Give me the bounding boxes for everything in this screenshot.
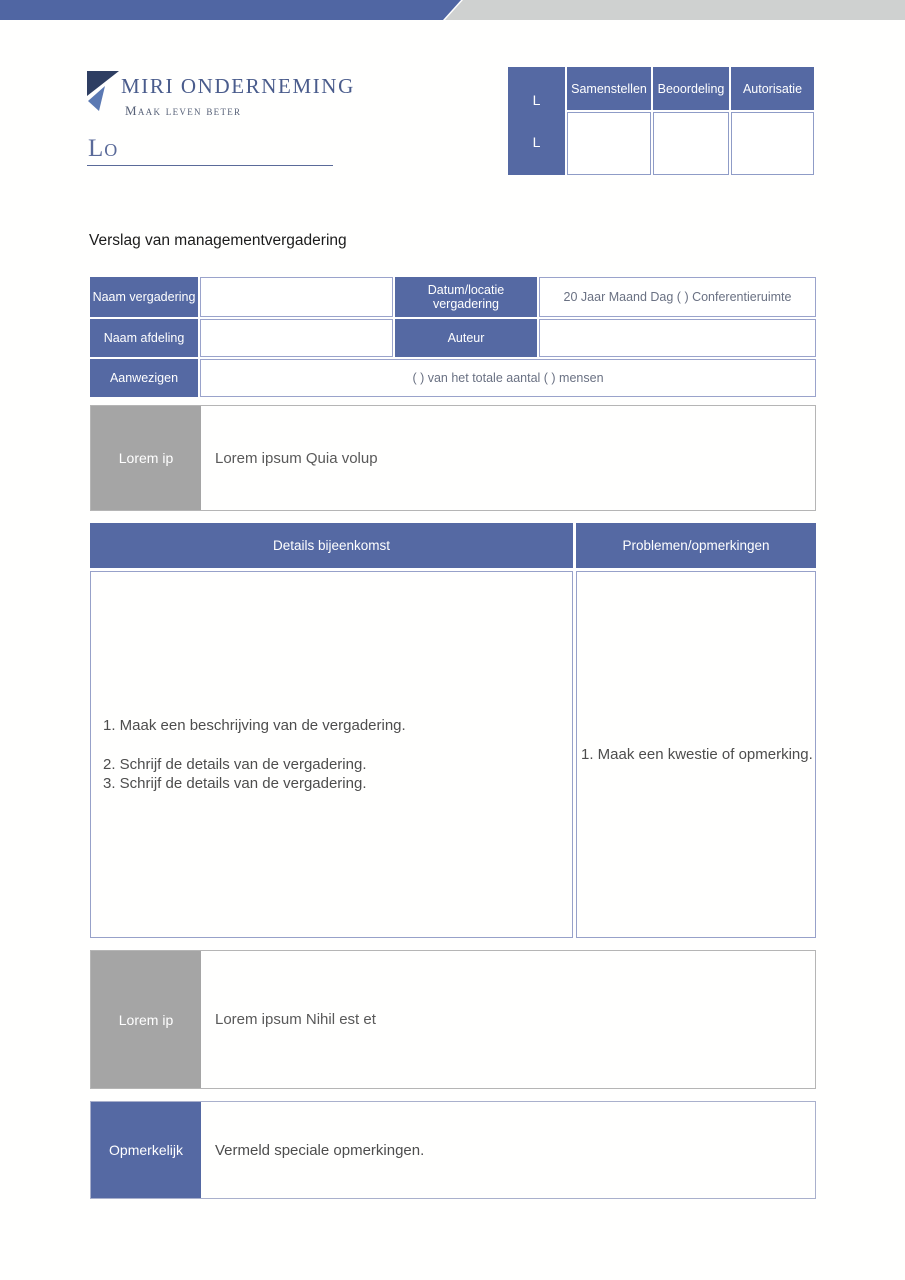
meta-field-naam-afdeling[interactable] <box>200 319 393 357</box>
meta-label-auteur: Auteur <box>395 319 537 357</box>
approval-signature-cell-samenstellen[interactable] <box>567 112 651 175</box>
details-line-blank <box>103 735 572 755</box>
approval-header-autorisatie: Autorisatie <box>731 67 814 110</box>
meta-field-auteur[interactable] <box>539 319 816 357</box>
summary-top-content[interactable]: Lorem ipsum Quia volup <box>201 406 815 510</box>
approval-signature-cell-beoordeling[interactable] <box>653 112 729 175</box>
approval-table <box>508 67 814 175</box>
summary-bottom-label: Lorem ip <box>91 951 201 1088</box>
details-line-1: 1. Maak een beschrijving van de vergadering. <box>103 716 406 734</box>
approval-row-label-line2: L <box>532 134 541 150</box>
meta-label-naam-afdeling: Naam afdeling <box>90 319 198 357</box>
problems-header: Problemen/opmerkingen <box>576 523 816 568</box>
summary-top-block <box>90 405 816 511</box>
document-code-underline <box>87 165 333 166</box>
details-body-cell[interactable] <box>90 571 573 938</box>
meta-label-naam-vergadering: Naam vergadering <box>90 277 198 317</box>
approval-header-beoordeling: Beoordeling <box>653 67 729 110</box>
top-accent-bar <box>0 0 905 20</box>
meta-field-datum-locatie[interactable]: 20 Jaar Maand Dag ( ) Conferentieruimte <box>539 277 816 317</box>
summary-top-label: Lorem ip <box>91 406 201 510</box>
problems-body-cell[interactable] <box>576 571 816 938</box>
meta-field-aanwezigen[interactable]: ( ) van het totale aantal ( ) mensen <box>200 359 816 397</box>
details-line-2: 2. Schrijf de details van de vergadering. <box>103 755 367 773</box>
details-line-3: 3. Schrijf de details van de vergadering. <box>103 775 367 792</box>
problems-line-1: 1. Maak een kwestie of opmerking. <box>581 745 813 763</box>
remarks-label: Opmerkelijk <box>91 1102 201 1198</box>
summary-bottom-block <box>90 950 816 1089</box>
remarks-content[interactable]: Vermeld speciale opmerkingen. <box>201 1102 815 1198</box>
page-title: Verslag van managementvergadering <box>89 232 347 249</box>
remarks-block <box>90 1101 816 1199</box>
approval-row-label <box>508 67 565 175</box>
meta-label-datum-locatie: Datum/locatie vergadering <box>395 277 537 317</box>
meta-label-aanwezigen: Aanwezigen <box>90 359 198 397</box>
approval-row-label-line1: L <box>532 92 541 108</box>
company-logo-flag-icon <box>86 70 120 118</box>
approval-header-samenstellen: Samenstellen <box>567 67 651 110</box>
meeting-meta-table <box>90 277 816 397</box>
meeting-details-table <box>90 523 816 938</box>
summary-bottom-content[interactable]: Lorem ipsum Nihil est et <box>201 951 815 1088</box>
details-header: Details bijeenkomst <box>90 523 573 568</box>
company-name: MIRI ONDERNEMING <box>121 74 355 98</box>
meta-field-naam-vergadering[interactable] <box>200 277 393 317</box>
document-code: Lo <box>88 135 119 162</box>
approval-signature-cell-autorisatie[interactable] <box>731 112 814 175</box>
company-tagline: Maak leven beter <box>125 103 242 118</box>
